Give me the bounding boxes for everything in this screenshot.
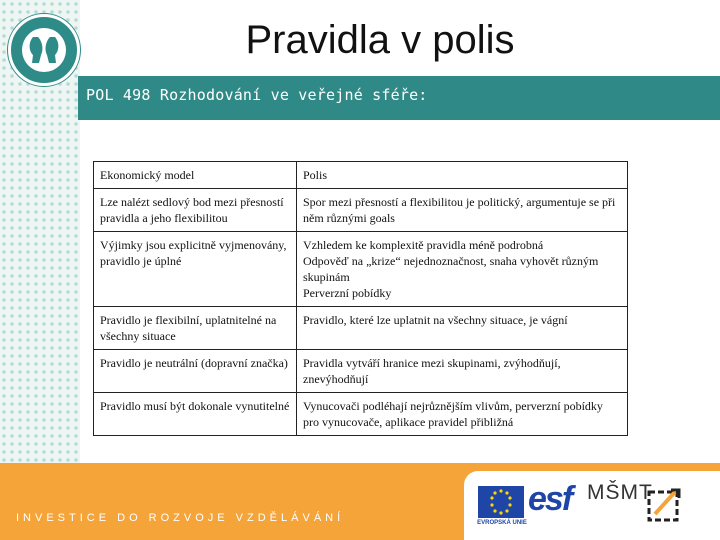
banner-text: INVESTICE DO ROZVOJE VZDĚLÁVÁNÍ: [16, 512, 345, 524]
university-seal-icon: [8, 14, 80, 86]
cell-text: Pravidla vytváří hranice mezi skupinami, zvýhodňují, znevýhodňují: [303, 356, 561, 386]
economic-model-cell: [94, 307, 297, 350]
cell-text: Pravidlo je neutrální (dopravní značka): [100, 356, 288, 370]
cell-text: Pravidlo je flexibilní, uplatnitelné na všechny situace: [100, 313, 277, 343]
op-logo-icon: [645, 484, 685, 524]
table-row: [94, 393, 628, 436]
cell-text: Ekonomický model: [100, 168, 195, 182]
table-row: [94, 350, 628, 393]
economic-model-cell: [94, 162, 297, 189]
comparison-table: [93, 161, 628, 436]
eu-flag-icon: [478, 486, 524, 518]
polis-cell: [297, 162, 628, 189]
eu-label: EVROPSKÁ UNIE: [477, 520, 527, 526]
cell-text: Spor mezi přesností a flexibilitou je politický, argumentuje se při něm různými goals: [303, 195, 616, 225]
subtitle: POL 498 Rozhodování ve veřejné sféře:: [86, 86, 428, 104]
cell-text: Vynucovači podléhají nejrůznějším vlivům, perverzní pobídky pro vynucovače, aplikace pravidel přibližná: [303, 399, 603, 429]
cell-text: Polis: [303, 168, 328, 182]
cell-text: Pravidlo musí být dokonale vynutitelné: [100, 399, 290, 413]
polis-cell: [297, 393, 628, 436]
economic-model-cell: [94, 393, 297, 436]
cell-text: Výjimky jsou explicitně vyjmenovány, pravidlo je úplné: [100, 238, 287, 268]
page-title: Pravidla v polis: [245, 18, 515, 62]
economic-model-cell: [94, 189, 297, 232]
table-row: [94, 307, 628, 350]
economic-model-cell: [94, 350, 297, 393]
table-row: [94, 162, 628, 189]
table-row: [94, 232, 628, 307]
cell-text: Odpověď na „krize“ nejednoznačnost, snaha vyhovět různým skupinám: [303, 254, 599, 284]
polis-cell: [297, 307, 628, 350]
cell-text: Vzhledem ke komplexitě pravidla méně podrobná: [303, 238, 544, 252]
cell-text: Lze nalézt sedlový bod mezi přesností pravidla a jeho flexibilitou: [100, 195, 284, 225]
msmt-logo: MŠMT: [587, 481, 653, 504]
esf-logo: esf: [528, 480, 572, 518]
cell-text: Perverzní pobídky: [303, 286, 392, 300]
table-row: [94, 189, 628, 232]
polis-cell: [297, 232, 628, 307]
economic-model-cell: [94, 232, 297, 307]
cell-text: Pravidlo, které lze uplatnit na všechny situace, je vágní: [303, 313, 568, 327]
polis-cell: [297, 350, 628, 393]
polis-cell: [297, 189, 628, 232]
